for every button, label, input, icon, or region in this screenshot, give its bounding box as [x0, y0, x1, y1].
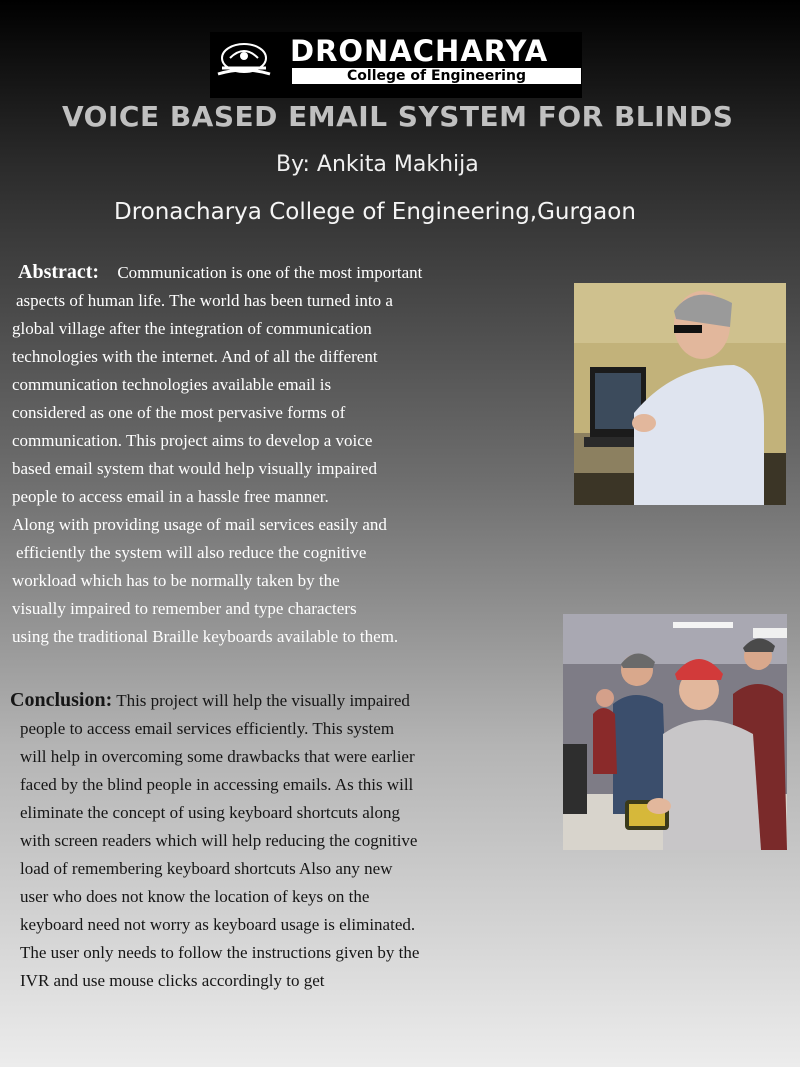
- abstract-line: efficiently the system will also reduce the cognitive: [16, 543, 367, 562]
- college-logo: [210, 32, 582, 98]
- conclusion-line: IVR and use mouse clicks accordingly to get: [20, 971, 325, 990]
- college-emblem-icon: [214, 40, 274, 80]
- abstract-section: [12, 258, 422, 651]
- abstract-line: people to access email in a hassle free manner.: [12, 487, 329, 506]
- conclusion-line: eliminate the concept of using keyboard shortcuts along: [20, 803, 401, 822]
- photo-braille-keyboard-users: [563, 614, 787, 850]
- institution-line: Dronacharya College of Engineering,Gurgaon: [114, 199, 636, 225]
- abstract-line: visually impaired to remember and type characters: [12, 599, 357, 618]
- abstract-line: Along with providing usage of mail services easily and: [12, 515, 387, 534]
- conclusion-heading: Conclusion:: [10, 689, 113, 711]
- poster-title: VOICE BASED EMAIL SYSTEM FOR BLINDS: [62, 100, 734, 133]
- abstract-line: communication technologies available email is: [12, 375, 332, 394]
- abstract-line: using the traditional Braille keyboards available to them.: [12, 627, 399, 646]
- abstract-line: aspects of human life. The world has been turned into a: [16, 291, 393, 310]
- logo-subtitle: College of Engineering: [292, 68, 581, 84]
- abstract-line: technologies with the internet. And of all the different: [12, 347, 378, 366]
- conclusion-line: will help in overcoming some drawbacks that were earlier: [20, 747, 415, 766]
- abstract-line: considered as one of the most pervasive forms of: [12, 403, 346, 422]
- abstract-line: communication. This project aims to develop a voice: [12, 431, 373, 450]
- photo-man-with-laptop: [574, 283, 786, 505]
- conclusion-section: [10, 686, 419, 995]
- abstract-line: workload which has to be normally taken by the: [12, 571, 340, 590]
- conclusion-line: keyboard need not worry as keyboard usage is eliminated.: [20, 915, 416, 934]
- abstract-heading: Abstract:: [18, 261, 100, 283]
- conclusion-line: This project will help the visually impaired: [116, 691, 410, 710]
- abstract-line: Communication is one of the most important: [117, 263, 423, 282]
- conclusion-line: with screen readers which will help reducing the cognitive: [20, 831, 418, 850]
- conclusion-line: faced by the blind people in accessing emails. As this will: [20, 775, 414, 794]
- logo-name: DRONACHARYA: [290, 34, 549, 68]
- abstract-line: based email system that would help visually impaired: [12, 459, 377, 478]
- conclusion-line: user who does not know the location of keys on the: [20, 887, 370, 906]
- author-line: By: Ankita Makhija: [276, 152, 479, 177]
- conclusion-line: load of remembering keyboard shortcuts Also any new: [20, 859, 393, 878]
- abstract-line: global village after the integration of communication: [12, 319, 372, 338]
- conclusion-line: The user only needs to follow the instructions given by the: [20, 943, 420, 962]
- conclusion-line: people to access email services efficiently. This system: [20, 719, 395, 738]
